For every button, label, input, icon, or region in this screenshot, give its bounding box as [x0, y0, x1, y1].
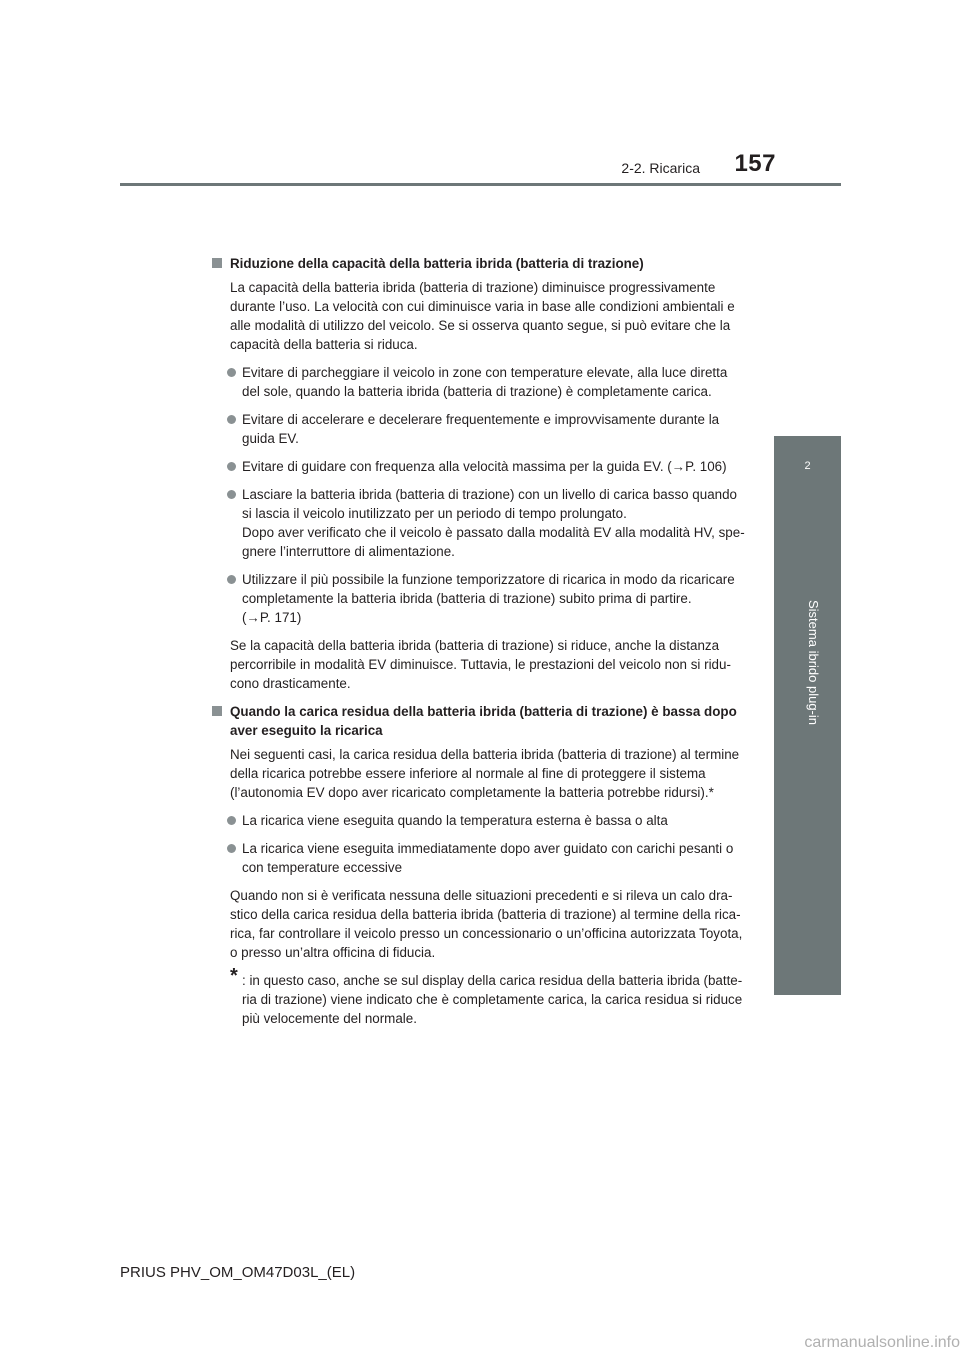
footer-manual-code: PRIUS PHV_OM_OM47D03L_(EL) [120, 1264, 356, 1281]
list-item: Evitare di accelerare e decelerare frequentemente e improvvisamente durante la guida EV. [210, 410, 750, 448]
section2-heading: Quando la carica residua della batteria ibrida (batteria di trazione) è bassa dopo aver eseguito la ricarica [210, 702, 750, 740]
page-number: 157 [734, 150, 776, 177]
round-bullet-icon [227, 462, 236, 471]
section2-intro: Nei seguenti casi, la carica residua della batteria ibrida (batteria di trazione) al termine della ricarica potrebbe essere inferiore al normale al fine di proteggere il sistema (l’autonomia EV dopo aver ricaricato completamente la batteria potrebbe ridursi).* [230, 747, 740, 800]
section1-intro: La capacità della batteria ibrida (batteria di trazione) diminuisce progressivamente durante l’uso. La velocità con cui diminuisce varia in base alle condizioni ambientali e alle modalità di utilizzo del veicolo. Se si osserva quanto segue, si può evitare che la capacità della batteria si riduca. [230, 280, 735, 352]
page-content [210, 254, 750, 1028]
side-tab-number: 2 [774, 436, 841, 495]
list-item: Evitare di guidare con frequenza alla velocità massima per la guida EV. (→P. 106) [210, 457, 750, 476]
list-item: La ricarica viene eseguita quando la temperatura esterna è bassa o alta [210, 811, 750, 830]
round-bullet-icon [227, 816, 236, 825]
footnote-mark: * [230, 965, 238, 987]
list-item: Utilizzare il più possibile la funzione temporizzatore di ricarica in modo da ricaricare completamente la batteria ibrida (batteria di trazione) subito prima di partire. (→P. 171) [210, 570, 750, 627]
round-bullet-icon [227, 844, 236, 853]
section1-heading: Riduzione della capacità della batteria ibrida (batteria di trazione) [210, 254, 750, 273]
footnote: * : in questo caso, anche se sul display della carica residua della batteria ibrida (batte- ria di trazione) viene indicato che è completamente carica, la carica residua si riduce più velocemente del normale. [230, 965, 743, 1026]
round-bullet-icon [227, 368, 236, 377]
side-tab-label: Sistema ibrido plug-in [806, 600, 821, 726]
square-bullet-icon [212, 706, 222, 716]
square-bullet-icon [212, 258, 222, 268]
section1-outro: Se la capacità della batteria ibrida (batteria di trazione) si riduce, anche la distanza percorribile in modalità EV diminuisce. Tuttavia, le prestazioni del veicolo non si ridu- cono drasticamente. [230, 638, 731, 691]
list-item: Lasciare la batteria ibrida (batteria di trazione) con un livello di carica basso quando si lascia il veicolo inutilizzato per un periodo di tempo prolungato. Dopo aver verificato che il veicolo è passato dalla modalità EV alla modalità HV, spe- gnere l’interruttore di alimentazione. [210, 485, 750, 561]
list-item: La ricarica viene eseguita immediatamente dopo aver guidato con carichi pesanti o con temperature eccessive [210, 839, 750, 877]
round-bullet-icon [227, 490, 236, 499]
round-bullet-icon [227, 415, 236, 424]
round-bullet-icon [227, 575, 236, 584]
header-section-title: 2-2. Ricarica [621, 160, 700, 176]
watermark: carmanualsonline.info [804, 1334, 960, 1351]
list-item: Evitare di parcheggiare il veicolo in zone con temperature elevate, alla luce diretta del sole, quando la batteria ibrida (batteria di trazione) è completamente carica. [210, 363, 750, 401]
section2-outro: Quando non si è verificata nessuna delle situazioni precedenti e si rileva un calo dra- stico della carica residua della batteria ibrida (batteria di trazione) al termine della rica- rica, far controllare il veicolo presso un concessionario o un’officina autorizzata Toyota, o presso un’altra officina di fiducia. [230, 888, 743, 960]
header-rule [120, 183, 841, 186]
